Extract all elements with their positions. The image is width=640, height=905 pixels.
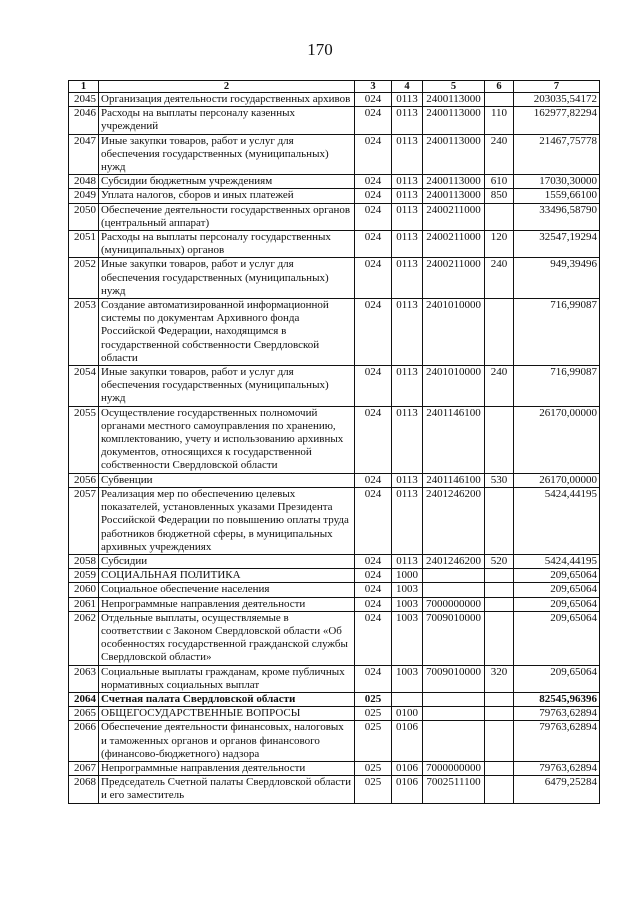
item-name-cell: Расходы на выплаты персоналу государственных (муниципальных) органов xyxy=(99,231,355,258)
table-row xyxy=(69,366,600,407)
column-header: 6 xyxy=(485,81,514,93)
row-number-cell: 2052 xyxy=(69,258,99,299)
row-number-cell: 2061 xyxy=(69,597,99,611)
target-article-code-cell: 2401246200 xyxy=(423,554,485,568)
amount-cell: 203035,54172 xyxy=(514,93,600,107)
amount-cell: 209,65064 xyxy=(514,597,600,611)
row-number-cell: 2046 xyxy=(69,107,99,134)
ministry-code-cell: 024 xyxy=(355,203,392,230)
table-row xyxy=(69,189,600,203)
target-article-code-cell: 2400113000 xyxy=(423,189,485,203)
expense-type-code-cell xyxy=(485,406,514,473)
item-name-cell: Иные закупки товаров, работ и услуг для обеспечения государственных (муниципальных) нужд xyxy=(99,258,355,299)
item-name-cell: Организация деятельности государственных архивов xyxy=(99,93,355,107)
section-code-cell: 0113 xyxy=(392,231,423,258)
expense-type-code-cell xyxy=(485,583,514,597)
row-number-cell: 2049 xyxy=(69,189,99,203)
amount-cell: 17030,30000 xyxy=(514,175,600,189)
expense-type-code-cell: 240 xyxy=(485,134,514,175)
ministry-code-cell: 024 xyxy=(355,611,392,665)
ministry-code-cell: 024 xyxy=(355,93,392,107)
table-row xyxy=(69,554,600,568)
amount-cell: 209,65064 xyxy=(514,583,600,597)
ministry-code-cell: 025 xyxy=(355,707,392,721)
amount-cell: 5424,44195 xyxy=(514,487,600,554)
table-header-row xyxy=(69,81,600,93)
table-row xyxy=(69,611,600,665)
section-code-cell xyxy=(392,692,423,706)
table-row xyxy=(69,473,600,487)
ministry-code-cell: 024 xyxy=(355,107,392,134)
ministry-code-cell: 024 xyxy=(355,487,392,554)
section-code-cell: 0100 xyxy=(392,707,423,721)
amount-cell: 21467,75778 xyxy=(514,134,600,175)
ministry-code-cell: 024 xyxy=(355,134,392,175)
section-code-cell: 0113 xyxy=(392,93,423,107)
amount-cell: 1559,66100 xyxy=(514,189,600,203)
amount-cell: 209,65064 xyxy=(514,569,600,583)
table-row xyxy=(69,721,600,762)
section-code-cell: 0106 xyxy=(392,721,423,762)
row-number-cell: 2055 xyxy=(69,406,99,473)
column-header: 3 xyxy=(355,81,392,93)
ministry-code-cell: 024 xyxy=(355,473,392,487)
amount-cell: 79763,62894 xyxy=(514,721,600,762)
section-code-cell: 0113 xyxy=(392,134,423,175)
target-article-code-cell: 2401010000 xyxy=(423,299,485,366)
expense-type-code-cell: 120 xyxy=(485,231,514,258)
item-name-cell: Субвенции xyxy=(99,473,355,487)
expense-type-code-cell xyxy=(485,299,514,366)
ministry-code-cell: 024 xyxy=(355,665,392,692)
section-code-cell: 0113 xyxy=(392,175,423,189)
ministry-code-cell: 024 xyxy=(355,258,392,299)
ministry-code-cell: 024 xyxy=(355,366,392,407)
section-code-cell: 0113 xyxy=(392,107,423,134)
amount-cell: 949,39496 xyxy=(514,258,600,299)
section-code-cell: 1003 xyxy=(392,597,423,611)
amount-cell: 33496,58790 xyxy=(514,203,600,230)
section-code-cell: 0113 xyxy=(392,487,423,554)
row-number-cell: 2065 xyxy=(69,707,99,721)
target-article-code-cell: 2400113000 xyxy=(423,134,485,175)
item-name-cell: Социальные выплаты гражданам, кроме публичных нормативных социальных выплат xyxy=(99,665,355,692)
item-name-cell: Создание автоматизированной информационной системы по документам Архивного фонда Российской Федерации, находящимся в государственной собственности Свердловской области xyxy=(99,299,355,366)
amount-cell: 79763,62894 xyxy=(514,761,600,775)
ministry-code-cell: 025 xyxy=(355,761,392,775)
section-code-cell: 0113 xyxy=(392,366,423,407)
ministry-code-cell: 025 xyxy=(355,776,392,803)
expense-type-code-cell: 610 xyxy=(485,175,514,189)
table-row xyxy=(69,761,600,775)
item-name-cell: Председатель Счетной палаты Свердловской области и его заместитель xyxy=(99,776,355,803)
target-article-code-cell: 7000000000 xyxy=(423,597,485,611)
ministry-code-cell: 024 xyxy=(355,583,392,597)
amount-cell: 26170,00000 xyxy=(514,473,600,487)
ministry-code-cell: 024 xyxy=(355,231,392,258)
expense-type-code-cell xyxy=(485,487,514,554)
amount-cell: 32547,19294 xyxy=(514,231,600,258)
ministry-code-cell: 024 xyxy=(355,554,392,568)
expense-type-code-cell xyxy=(485,761,514,775)
row-number-cell: 2059 xyxy=(69,569,99,583)
expense-type-code-cell: 110 xyxy=(485,107,514,134)
item-name-cell: Субсидии xyxy=(99,554,355,568)
table-row xyxy=(69,597,600,611)
target-article-code-cell: 2400113000 xyxy=(423,175,485,189)
target-article-code-cell: 2400211000 xyxy=(423,258,485,299)
amount-cell: 5424,44195 xyxy=(514,554,600,568)
section-code-cell: 0113 xyxy=(392,189,423,203)
amount-cell: 716,99087 xyxy=(514,366,600,407)
target-article-code-cell: 2401146100 xyxy=(423,473,485,487)
table-row xyxy=(69,107,600,134)
amount-cell: 209,65064 xyxy=(514,611,600,665)
target-article-code-cell: 2401010000 xyxy=(423,366,485,407)
item-name-cell: Субсидии бюджетным учреждениям xyxy=(99,175,355,189)
target-article-code-cell: 2401246200 xyxy=(423,487,485,554)
item-name-cell: Счетная палата Свердловской области xyxy=(99,692,355,706)
target-article-code-cell: 7000000000 xyxy=(423,761,485,775)
amount-cell: 79763,62894 xyxy=(514,707,600,721)
section-code-cell: 0106 xyxy=(392,761,423,775)
row-number-cell: 2058 xyxy=(69,554,99,568)
row-number-cell: 2045 xyxy=(69,93,99,107)
item-name-cell: СОЦИАЛЬНАЯ ПОЛИТИКА xyxy=(99,569,355,583)
amount-cell: 82545,96396 xyxy=(514,692,600,706)
section-code-cell: 0113 xyxy=(392,554,423,568)
table-row xyxy=(69,707,600,721)
item-name-cell: Обеспечение деятельности финансовых, налоговых и таможенных органов и органов финансового (финансово-бюджетного) надзора xyxy=(99,721,355,762)
section-code-cell: 1003 xyxy=(392,611,423,665)
target-article-code-cell xyxy=(423,569,485,583)
item-name-cell: Иные закупки товаров, работ и услуг для обеспечения государственных (муниципальных) нужд xyxy=(99,366,355,407)
column-header: 4 xyxy=(392,81,423,93)
row-number-cell: 2067 xyxy=(69,761,99,775)
expense-type-code-cell xyxy=(485,93,514,107)
ministry-code-cell: 024 xyxy=(355,175,392,189)
target-article-code-cell: 7002511100 xyxy=(423,776,485,803)
item-name-cell: Реализация мер по обеспечению целевых показателей, установленных указами Президента Российской Федерации по повышению оплаты труда работников бюджетной сферы, в муниципальных архивных учреждениях xyxy=(99,487,355,554)
target-article-code-cell: 7009010000 xyxy=(423,611,485,665)
section-code-cell: 1000 xyxy=(392,569,423,583)
amount-cell: 26170,00000 xyxy=(514,406,600,473)
target-article-code-cell: 2400211000 xyxy=(423,203,485,230)
item-name-cell: Непрограммные направления деятельности xyxy=(99,597,355,611)
expense-type-code-cell xyxy=(485,203,514,230)
row-number-cell: 2060 xyxy=(69,583,99,597)
row-number-cell: 2063 xyxy=(69,665,99,692)
row-number-cell: 2056 xyxy=(69,473,99,487)
section-code-cell: 0106 xyxy=(392,776,423,803)
target-article-code-cell: 2400113000 xyxy=(423,93,485,107)
target-article-code-cell: 2400113000 xyxy=(423,107,485,134)
section-code-cell: 0113 xyxy=(392,406,423,473)
ministry-code-cell: 024 xyxy=(355,597,392,611)
expense-type-code-cell: 530 xyxy=(485,473,514,487)
item-name-cell: ОБЩЕГОСУДАРСТВЕННЫЕ ВОПРОСЫ xyxy=(99,707,355,721)
column-header: 7 xyxy=(514,81,600,93)
budget-table xyxy=(68,80,600,804)
expense-type-code-cell xyxy=(485,597,514,611)
page-number: 170 xyxy=(307,40,333,59)
amount-cell: 209,65064 xyxy=(514,665,600,692)
target-article-code-cell: 2401146100 xyxy=(423,406,485,473)
expense-type-code-cell: 850 xyxy=(485,189,514,203)
expense-type-code-cell xyxy=(485,692,514,706)
table-row xyxy=(69,299,600,366)
target-article-code-cell: 2400211000 xyxy=(423,231,485,258)
target-article-code-cell: 7009010000 xyxy=(423,665,485,692)
section-code-cell: 0113 xyxy=(392,299,423,366)
amount-cell: 716,99087 xyxy=(514,299,600,366)
target-article-code-cell xyxy=(423,707,485,721)
table-row xyxy=(69,134,600,175)
row-number-cell: 2047 xyxy=(69,134,99,175)
row-number-cell: 2050 xyxy=(69,203,99,230)
row-number-cell: 2057 xyxy=(69,487,99,554)
expense-type-code-cell xyxy=(485,611,514,665)
ministry-code-cell: 024 xyxy=(355,406,392,473)
item-name-cell: Осуществление государственных полномочий органами местного самоуправления по хранению, комплектованию, учету и использованию архивных документов, относящихся к государственной собственности Свердловской области xyxy=(99,406,355,473)
item-name-cell: Отдельные выплаты, осуществляемые в соответствии с Законом Свердловской области «Об особенностях государственной гражданской службы Свердловской области» xyxy=(99,611,355,665)
amount-cell: 6479,25284 xyxy=(514,776,600,803)
ministry-code-cell: 024 xyxy=(355,569,392,583)
table-row xyxy=(69,692,600,706)
ministry-code-cell: 025 xyxy=(355,692,392,706)
section-code-cell: 0113 xyxy=(392,258,423,299)
table-row xyxy=(69,569,600,583)
row-number-cell: 2068 xyxy=(69,776,99,803)
item-name-cell: Непрограммные направления деятельности xyxy=(99,761,355,775)
table-row xyxy=(69,583,600,597)
expense-type-code-cell: 320 xyxy=(485,665,514,692)
table-row xyxy=(69,93,600,107)
target-article-code-cell xyxy=(423,692,485,706)
table-row xyxy=(69,776,600,803)
table-row xyxy=(69,665,600,692)
ministry-code-cell: 024 xyxy=(355,299,392,366)
table-row xyxy=(69,258,600,299)
column-header: 5 xyxy=(423,81,485,93)
table-row xyxy=(69,487,600,554)
section-code-cell: 0113 xyxy=(392,203,423,230)
item-name-cell: Обеспечение деятельности государственных органов (центральный аппарат) xyxy=(99,203,355,230)
column-header: 1 xyxy=(69,81,99,93)
row-number-cell: 2054 xyxy=(69,366,99,407)
target-article-code-cell xyxy=(423,721,485,762)
expense-type-code-cell xyxy=(485,707,514,721)
ministry-code-cell: 025 xyxy=(355,721,392,762)
expense-type-code-cell xyxy=(485,776,514,803)
amount-cell: 162977,82294 xyxy=(514,107,600,134)
table-row xyxy=(69,406,600,473)
expense-type-code-cell: 520 xyxy=(485,554,514,568)
expense-type-code-cell: 240 xyxy=(485,258,514,299)
row-number-cell: 2053 xyxy=(69,299,99,366)
expense-type-code-cell xyxy=(485,721,514,762)
expense-type-code-cell: 240 xyxy=(485,366,514,407)
row-number-cell: 2048 xyxy=(69,175,99,189)
item-name-cell: Уплата налогов, сборов и иных платежей xyxy=(99,189,355,203)
table-row xyxy=(69,175,600,189)
expense-type-code-cell xyxy=(485,569,514,583)
row-number-cell: 2064 xyxy=(69,692,99,706)
item-name-cell: Расходы на выплаты персоналу казенных учреждений xyxy=(99,107,355,134)
ministry-code-cell: 024 xyxy=(355,189,392,203)
table-row xyxy=(69,203,600,230)
row-number-cell: 2066 xyxy=(69,721,99,762)
row-number-cell: 2062 xyxy=(69,611,99,665)
item-name-cell: Социальное обеспечение населения xyxy=(99,583,355,597)
table-row xyxy=(69,231,600,258)
row-number-cell: 2051 xyxy=(69,231,99,258)
item-name-cell: Иные закупки товаров, работ и услуг для обеспечения государственных (муниципальных) нужд xyxy=(99,134,355,175)
section-code-cell: 0113 xyxy=(392,473,423,487)
section-code-cell: 1003 xyxy=(392,665,423,692)
target-article-code-cell xyxy=(423,583,485,597)
column-header: 2 xyxy=(99,81,355,93)
section-code-cell: 1003 xyxy=(392,583,423,597)
